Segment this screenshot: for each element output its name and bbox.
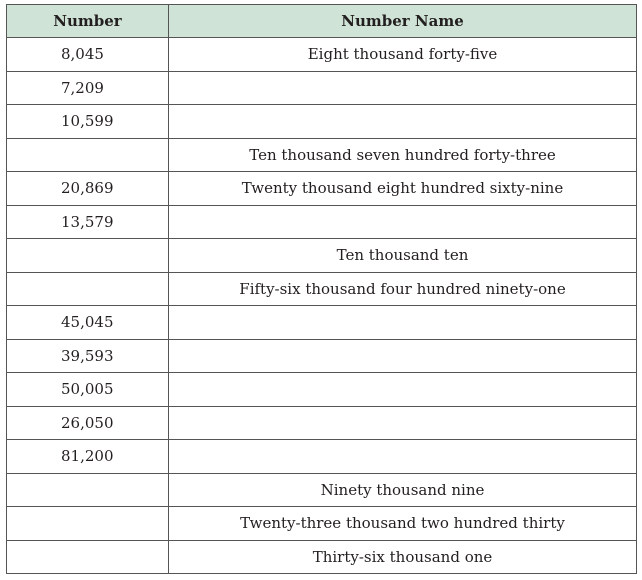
number-name-cell: Twenty-three thousand two hundred thirty <box>169 507 637 541</box>
number-cell: 39,593 <box>7 339 169 373</box>
header-number-name: Number Name <box>169 5 637 38</box>
table-row <box>7 105 637 139</box>
table-row <box>7 272 637 306</box>
number-name-cell: Eight thousand forty-five <box>169 38 637 72</box>
table-row <box>7 38 637 72</box>
table-body <box>7 38 637 574</box>
number-name-cell: Ten thousand seven hundred forty-three <box>169 138 637 172</box>
table-row <box>7 440 637 474</box>
number-name-cell <box>169 440 637 474</box>
number-name-cell: Ten thousand ten <box>169 239 637 273</box>
number-names-table-container <box>6 4 636 574</box>
number-name-cell <box>169 105 637 139</box>
table-row <box>7 172 637 206</box>
table-row <box>7 540 637 574</box>
number-cell: 81,200 <box>7 440 169 474</box>
table-row <box>7 373 637 407</box>
table-row <box>7 507 637 541</box>
number-cell <box>7 138 169 172</box>
number-name-cell <box>169 71 637 105</box>
header-row <box>7 5 637 38</box>
table-row <box>7 239 637 273</box>
table-row <box>7 138 637 172</box>
number-name-cell <box>169 205 637 239</box>
number-cell: 50,005 <box>7 373 169 407</box>
number-name-cell: Twenty thousand eight hundred sixty-nine <box>169 172 637 206</box>
number-name-cell <box>169 406 637 440</box>
number-name-cell <box>169 339 637 373</box>
table-row <box>7 71 637 105</box>
number-cell: 26,050 <box>7 406 169 440</box>
number-cell: 45,045 <box>7 306 169 340</box>
number-name-cell: Ninety thousand nine <box>169 473 637 507</box>
number-cell <box>7 540 169 574</box>
header-number: Number <box>7 5 169 38</box>
number-cell <box>7 239 169 273</box>
number-name-cell: Thirty-six thousand one <box>169 540 637 574</box>
number-cell <box>7 272 169 306</box>
number-cell <box>7 507 169 541</box>
number-cell: 13,579 <box>7 205 169 239</box>
number-name-cell <box>169 373 637 407</box>
number-name-cell <box>169 306 637 340</box>
table-row <box>7 473 637 507</box>
number-cell <box>7 473 169 507</box>
number-name-cell: Fifty-six thousand four hundred ninety-one <box>169 272 637 306</box>
number-names-table <box>6 4 637 574</box>
table-row <box>7 205 637 239</box>
table-row <box>7 406 637 440</box>
number-cell: 8,045 <box>7 38 169 72</box>
table-row <box>7 339 637 373</box>
number-cell: 10,599 <box>7 105 169 139</box>
number-cell: 7,209 <box>7 71 169 105</box>
table-row <box>7 306 637 340</box>
number-cell: 20,869 <box>7 172 169 206</box>
